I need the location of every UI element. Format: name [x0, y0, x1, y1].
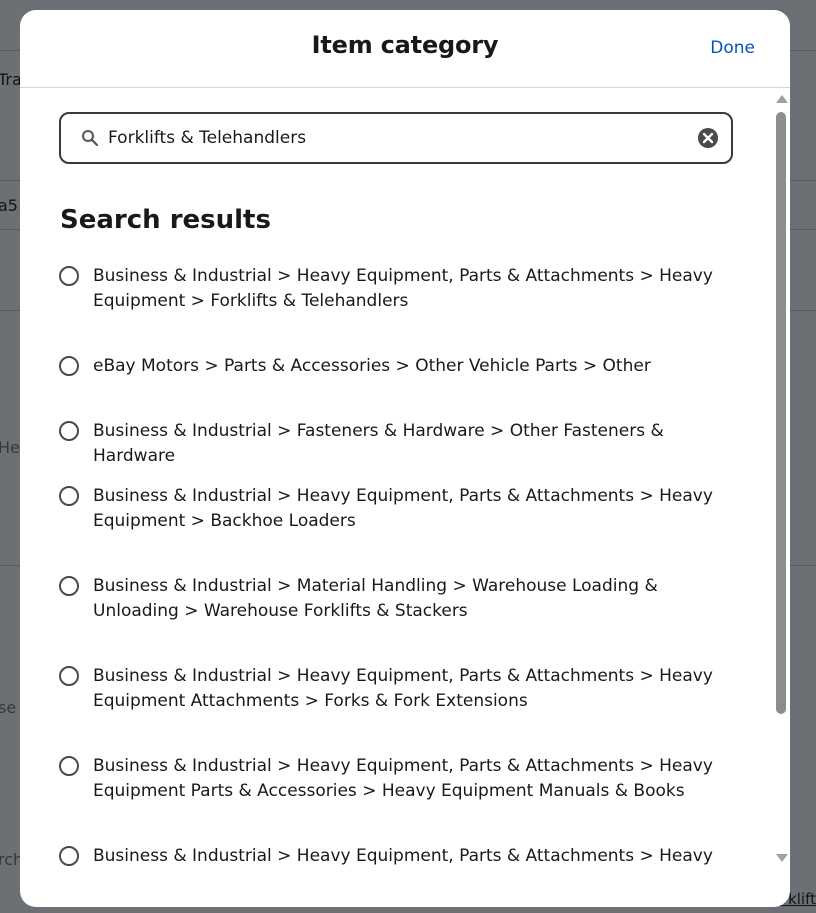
category-search-input[interactable]	[108, 126, 678, 150]
chevron-up-icon[interactable]	[776, 95, 788, 103]
dialog-body[interactable]	[20, 88, 790, 907]
radio-button[interactable]	[59, 846, 79, 866]
dialog-title: Item category	[311, 31, 499, 59]
radio-button[interactable]	[59, 266, 79, 286]
result-label: Business & Industrial > Heavy Equipment, Parts & Attachments > Heavy	[93, 846, 713, 866]
chevron-down-icon[interactable]	[776, 854, 788, 862]
result-label: Business & Industrial > Material Handling > Warehouse Loading & Unloading > Warehouse Forklifts & Stackers	[93, 576, 658, 621]
scrollbar[interactable]	[772, 92, 790, 872]
result-label: Business & Industrial > Heavy Equipment, Parts & Attachments > Heavy Equipment Parts & Accessories > Heavy Equipment Manuals & Books	[93, 756, 713, 801]
result-label: Business & Industrial > Heavy Equipment, Parts & Attachments > Heavy Equipment > Forklifts & Telehandlers	[93, 266, 713, 311]
radio-button[interactable]	[59, 486, 79, 506]
category-search-box[interactable]	[59, 112, 733, 164]
result-label: Business & Industrial > Heavy Equipment, Parts & Attachments > Heavy Equipment Attachments > Forks & Fork Extensions	[93, 666, 713, 711]
result-label: eBay Motors > Parts & Accessories > Other Vehicle Parts > Other	[93, 356, 651, 376]
radio-button[interactable]	[59, 666, 79, 686]
search-icon	[81, 129, 99, 147]
item-category-dialog	[20, 10, 790, 907]
dialog-header	[20, 10, 790, 88]
scrollbar-thumb[interactable]	[776, 112, 786, 714]
result-label: Business & Industrial > Fasteners & Hardware > Other Fasteners & Hardware	[93, 421, 664, 466]
radio-button[interactable]	[59, 756, 79, 776]
search-results-heading: Search results	[60, 205, 271, 235]
clear-icon[interactable]	[697, 127, 719, 149]
radio-button[interactable]	[59, 421, 79, 441]
radio-button[interactable]	[59, 356, 79, 376]
result-label: Business & Industrial > Heavy Equipment, Parts & Attachments > Heavy Equipment > Backhoe Loaders	[93, 486, 713, 531]
radio-button[interactable]	[59, 576, 79, 596]
done-button[interactable]: Done	[710, 38, 755, 58]
